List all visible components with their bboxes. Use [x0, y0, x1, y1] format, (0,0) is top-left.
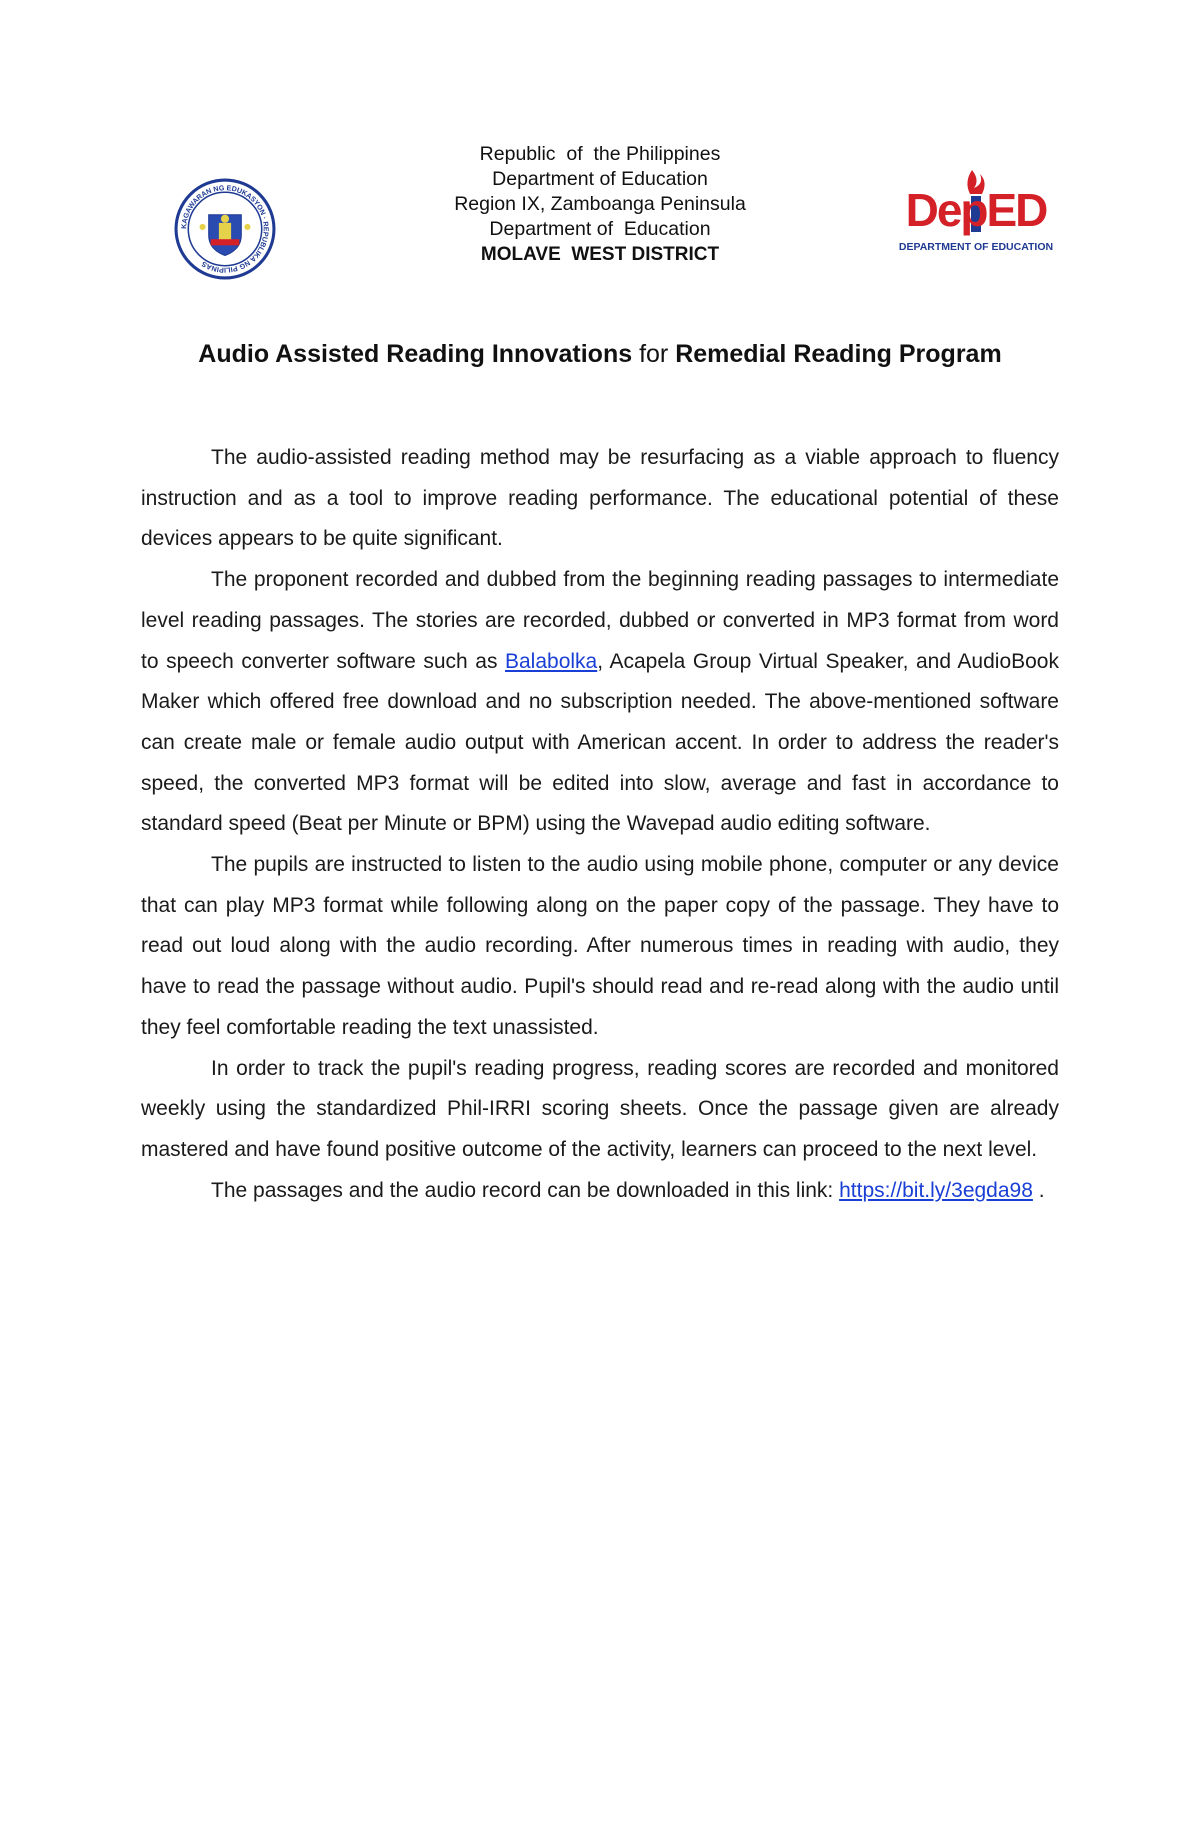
deped-logo-main-text: DepED — [905, 184, 1047, 236]
paragraph-2-text-b: , Acapela Group Virtual Speaker, and AudioBook Maker which offered free download and no subscription needed. The above-mentioned software can create male or female audio output with American accent. In order to address the reader's speed, the converted MP3 format will be edited into slow, average and fast in accordance to standard speed (Beat per Minute or BPM) using the Wavepad audio editing software. — [141, 649, 1059, 836]
balabolka-link[interactable]: Balabolka — [505, 649, 598, 673]
header-division: Department of Education — [489, 218, 711, 240]
paragraph-5 — [141, 1171, 1059, 1212]
deped-seal-logo — [174, 178, 276, 280]
deped-brand-logo — [876, 166, 1076, 258]
paragraph-5-text-a: The passages and the audio record can be downloaded in this link: — [211, 1178, 840, 1202]
title-part-2: for — [639, 340, 669, 368]
title-part-1: Audio Assisted Reading Innovations — [198, 340, 640, 368]
download-link[interactable]: https://bit.ly/3egda98 — [839, 1178, 1033, 1202]
document-body — [141, 438, 1059, 1211]
deped-logo-sub-text: DEPARTMENT OF EDUCATION — [898, 241, 1054, 253]
letterhead — [300, 142, 900, 267]
header-district: MOLAVE WEST DISTRICT — [480, 244, 720, 265]
header-country: Republic of the Philippines — [479, 143, 721, 165]
paragraph-5-text-b: . — [1032, 1178, 1045, 1202]
paragraph-4: In order to track the pupil's reading progress, reading scores are recorded and monitored weekly using the standardized Phil-IRRI scoring sheets. Once the passage given are already mastered and have found positive outcome of the activity, learners can proceed to the next level. — [141, 1056, 1059, 1161]
seal-ring-text: KAGAWARAN NG EDUKASYON · REPUBLIKA NG PILIPINAS — [180, 184, 270, 274]
header-region: Region IX, Zamboanga Peninsula — [454, 193, 746, 215]
paragraph-2 — [141, 560, 1059, 845]
header-department: Department of Education — [492, 168, 708, 190]
title-part-3: Remedial Reading Program — [668, 340, 1002, 368]
paragraph-1: The audio-assisted reading method may be resurfacing as a viable approach to fluency instruction and as a tool to improve reading performance. The educational potential of these devices appears to be quite significant. — [141, 446, 1059, 551]
paragraph-3: The pupils are instructed to listen to the audio using mobile phone, computer or any device that can play MP3 format while following along on the paper copy of the passage. They have to read out loud along with the audio recording. After numerous times in reading with audio, they have to read the passage without audio. Pupil's should read and re-read along with the audio until they feel comfortable reading the text unassisted. — [141, 853, 1059, 1039]
paragraph-2-text-a: The proponent recorded and dubbed from the beginning reading passages to intermediate level reading passages. The stories are recorded, dubbed or converted in MP3 format from word to speech converter software such as — [141, 568, 1059, 673]
document-title — [100, 340, 1100, 369]
